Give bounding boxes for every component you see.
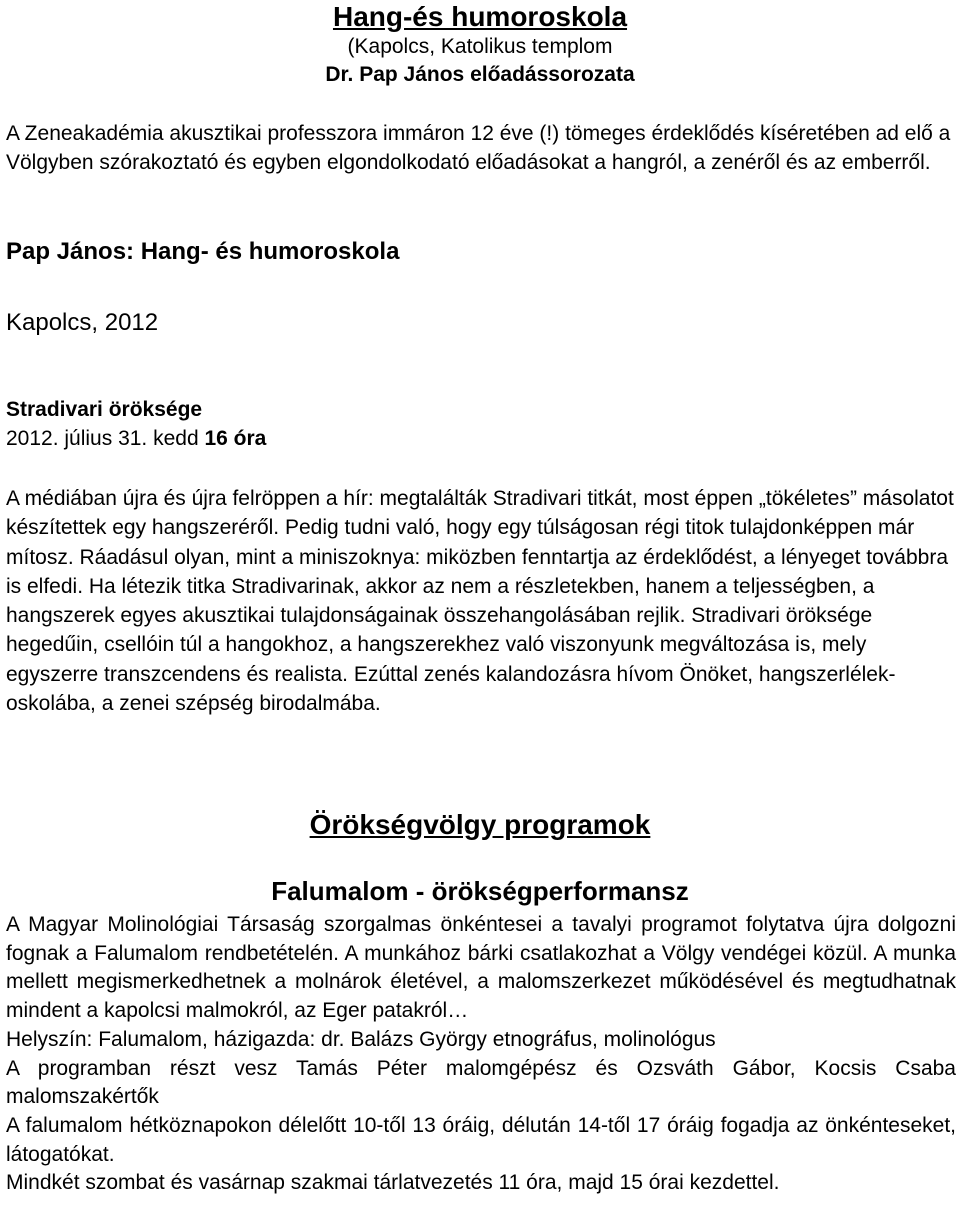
program-subheading: Falumalom - örökségperformansz (271, 876, 689, 906)
talk-description-text: A médiában újra és újra felröppen a hír: megtalálták Stradivari titkát, most éppen „tökéletes” másolatot készítettek egy hangszeréről. Pedig tudni való, hogy egy túlságosan régi titok tulajdonképpen már mítosz. Ráadásul olyan, mint a miniszoknya: miközben fenntartja az érdeklődést, a lényeget továbbra is elfedi. Ha létezik titka Stradivarinak, akkor az nem a részletekben, hanem a teljességben, a hangszerek egyes akusztikai tulajdonságainak összehangolásában rejlik. Stradivari öröksége hegedűin, csellóin túl a hangokhoz, a hangszerekhez való viszonyunk megváltozása is, mely egyszerre transzcendens és realista. Ezúttal zenés kalandozásra hívom Önöket, hangszerlélek-oskolába, a zenei szépség birodalmába. (6, 487, 954, 716)
program-paragraph: A Magyar Molinológiai Társaság szorgalmas önkéntesei a tavalyi programot folytatva újra dolgozni fognak a Falumalom rendbetételén. A munkához bárki csatlakozhat a Völgy vendégei közül. A munka mellett megismerkedhetnek a molnárok életével, a malomszerkezet működésével és megtudhatnak mindent a kapolcsi malmokról, az Eger patakról… (6, 913, 956, 1023)
event-place-year: Kapolcs, 2012 (6, 309, 159, 336)
programs-heading: Örökségvölgy programok (309, 809, 651, 840)
talk-title: Stradivari öröksége (6, 398, 203, 421)
intro-text: A Zeneakadémia akusztikai professzora immáron 12 éve (!) tömeges érdeklődés kíséretében ad elő a Völgyben szórakoztató és egyben elgondolkodató előadásokat a hangról, a zenéről és az emberről. (6, 122, 951, 174)
program-location: Helyszín: Falumalom, házigazda: dr. Balázs György etnográfus, molinológus (6, 1027, 716, 1051)
lecture-series-title: Dr. Pap János előadássorozata (325, 63, 635, 86)
program-weekend: Mindkét szombat és vasárnap szakmai tárlatvezetés 11 óra, majd 15 órai kezdettel. (6, 1171, 780, 1195)
program-details (6, 911, 956, 1198)
event-heading: Pap János: Hang- és humoroskola (6, 238, 400, 265)
program-hours: A falumalom hétköznapokon délelőtt 10-től 13 óráig, délután 14-től 17 óráig fogadja az önkénteseket, látogatókat. (6, 1113, 956, 1166)
talk-description (6, 484, 956, 718)
talk-time: 16 óra (204, 427, 267, 450)
talk-datetime (6, 425, 266, 453)
program-participants: A programban részt vesz Tamás Péter malomgépész és Ozsváth Gábor, Kocsis Csaba malomszakértők (6, 1056, 956, 1109)
venue-subtitle: (Kapolcs, Katolikus templom (347, 35, 613, 58)
document-title: Hang-és humoroskola (332, 1, 628, 32)
talk-date: 2012. július 31. kedd (6, 427, 199, 450)
intro-paragraph (6, 119, 956, 177)
